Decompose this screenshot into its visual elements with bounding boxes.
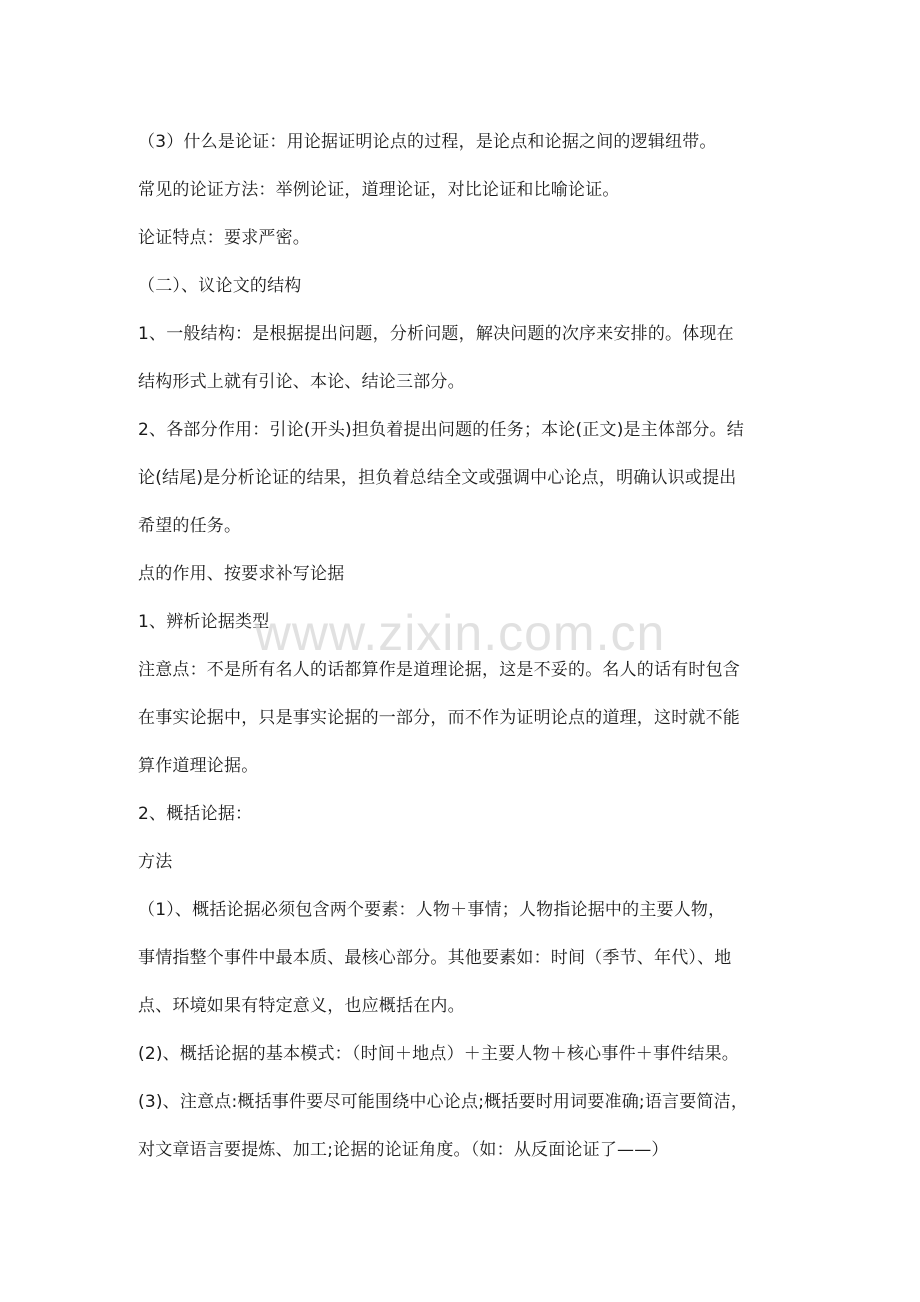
text-line: 希望的任务。 — [138, 516, 242, 536]
section-heading: 点的作用、按要求补写论据 — [138, 564, 345, 584]
text-line: 在事实论据中，只是事实论据的一部分，而不作为证明论点的道理，这时就不能 — [138, 708, 740, 728]
text-line: （3）什么是论证：用论据证明论点的过程，是论点和论据之间的逻辑纽带。 — [138, 132, 717, 152]
section-heading: （二）、议论文的结构 — [138, 276, 302, 296]
text-line: 算作道理论据。 — [138, 756, 259, 776]
text-line: 2、概括论据： — [138, 804, 253, 824]
text-line: 1、一般结构：是根据提出问题，分析问题，解决问题的次序来安排的。体现在 — [138, 324, 734, 344]
watermark: www.zixin.com.cn — [254, 605, 666, 661]
text-line: 1、辨析论据类型 — [138, 612, 270, 632]
text-line: 方法 — [138, 852, 173, 872]
text-line: 结构形式上就有引论、本论、结论三部分。 — [138, 372, 465, 392]
text-line: 论证特点：要求严密。 — [138, 228, 310, 248]
text-line: 2、各部分作用：引论(开头)担负着提出问题的任务；本论(正文)是主体部分。结 — [138, 420, 744, 440]
document-body — [138, 118, 788, 1174]
text-line: （1）、概括论据必须包含两个要素：人物＋事情；人物指论据中的主要人物， — [138, 900, 726, 920]
text-line: 常见的论证方法：举例论证，道理论证，对比论证和比喻论证。 — [138, 180, 620, 200]
text-line: 论(结尾)是分析论证的结果，担负着总结全文或强调中心论点，明确认识或提出 — [138, 468, 737, 488]
text-line: (3)、注意点:概括事件要尽可能围绕中心论点;概括要时用词要准确;语言要简洁， — [138, 1092, 749, 1112]
text-line: 注意点：不是所有名人的话都算作是道理论据，这是不妥的。名人的话有时包含 — [138, 660, 740, 680]
text-line: 点、环境如果有特定意义，也应概括在内。 — [138, 996, 465, 1016]
text-line: 事情指整个事件中最本质、最核心部分。其他要素如：时间（季节、年代）、地 — [138, 948, 732, 968]
text-line: 对文章语言要提炼、加工;论据的论证角度。（如：从反面论证了——） — [138, 1140, 669, 1160]
text-line: (2)、概括论据的基本模式：（时间＋地点）＋主要人物＋核心事件＋事件结果。 — [138, 1044, 739, 1064]
